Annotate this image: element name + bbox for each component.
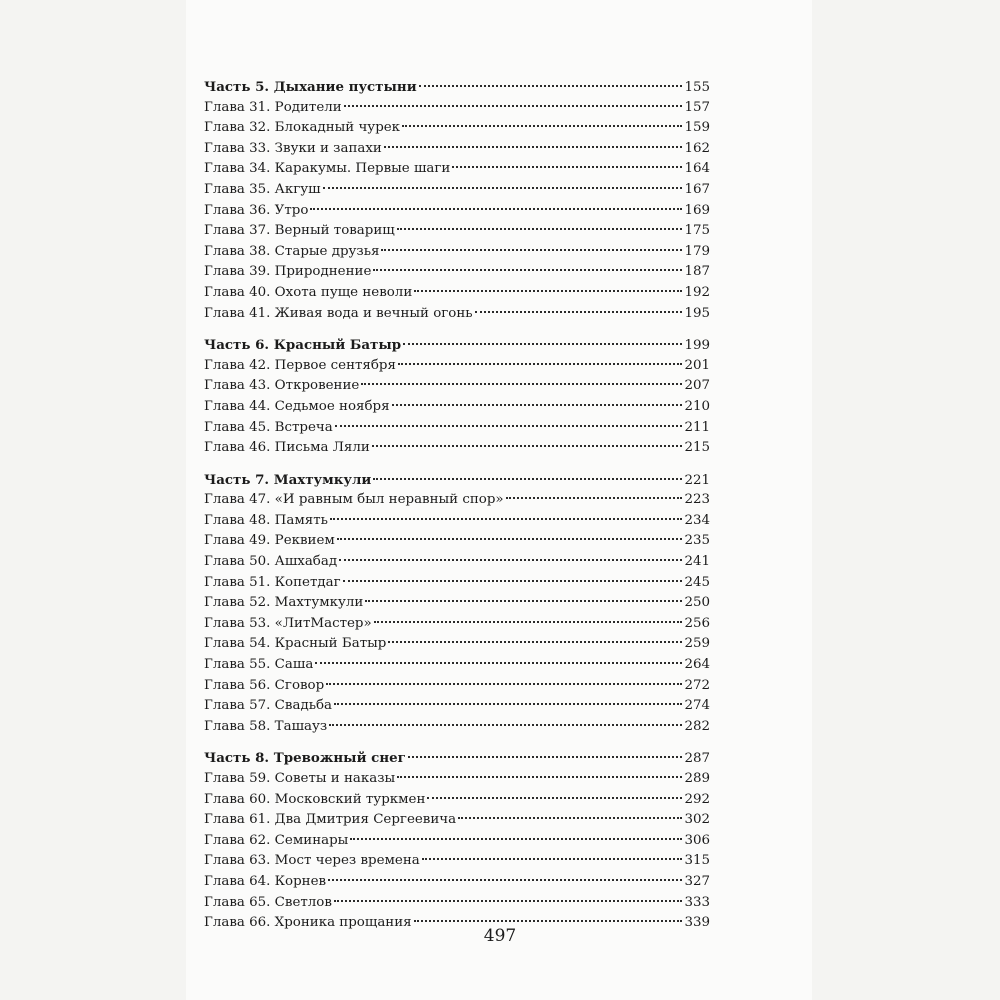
entry-page-number: 201	[684, 357, 710, 373]
dot-leader	[374, 621, 683, 623]
toc-chapter-entry	[204, 676, 710, 697]
dot-leader	[365, 600, 682, 602]
dot-leader	[398, 363, 683, 365]
chapter-title: Глава 43. Откровение	[204, 378, 360, 394]
dot-leader	[350, 838, 682, 840]
entry-page-number: 179	[684, 243, 710, 259]
toc-chapter-entry	[204, 655, 710, 676]
chapter-title: Глава 61. Два Дмитрия Сергеевича	[204, 812, 457, 828]
toc-chapter-entry	[204, 593, 710, 614]
table-of-contents	[204, 77, 710, 945]
toc-chapter-entry	[204, 98, 710, 119]
chapter-title: Глава 56. Сговор	[204, 677, 325, 693]
entry-page-number: 211	[684, 419, 710, 435]
entry-page-number: 315	[684, 853, 710, 869]
entry-page-number: 234	[684, 512, 710, 528]
toc-chapter-entry	[204, 614, 710, 635]
dot-leader	[372, 445, 683, 447]
chapter-title: Глава 48. Память	[204, 512, 328, 528]
entry-page-number: 199	[684, 338, 710, 354]
chapter-title: Глава 57. Свадьба	[204, 698, 333, 714]
dot-leader	[402, 125, 682, 127]
toc-chapter-entry	[204, 511, 710, 532]
entry-page-number: 287	[684, 751, 710, 767]
entry-page-number: 292	[684, 791, 710, 807]
chapter-title: Глава 35. Акгуш	[204, 181, 321, 197]
dot-leader	[373, 269, 682, 271]
chapter-title: Глава 52. Махтумкули	[204, 595, 364, 611]
toc-section	[204, 470, 710, 738]
dot-leader	[343, 580, 683, 582]
toc-part-entry	[204, 77, 710, 98]
entry-page-number: 333	[684, 894, 710, 910]
entry-page-number: 256	[684, 615, 710, 631]
toc-chapter-entry	[204, 262, 710, 283]
toc-chapter-entry	[204, 139, 710, 160]
toc-chapter-entry	[204, 397, 710, 418]
dot-leader	[397, 228, 683, 230]
dot-leader	[397, 776, 682, 778]
entry-page-number: 221	[684, 472, 710, 488]
entry-page-number: 289	[684, 771, 710, 786]
chapter-title: Глава 63. Мост через времена	[204, 853, 420, 869]
toc-chapter-entry	[204, 438, 710, 459]
toc-chapter-entry	[204, 159, 710, 180]
dot-leader	[392, 404, 683, 406]
entry-page-number: 207	[684, 378, 710, 394]
dot-leader	[506, 497, 683, 499]
dot-leader	[330, 518, 683, 520]
dot-leader	[329, 724, 682, 726]
toc-part-entry	[204, 335, 710, 356]
toc-part-entry	[204, 748, 710, 769]
part-title: Часть 5. Дыхание пустыни	[204, 79, 417, 95]
dot-leader	[334, 703, 682, 705]
chapter-title: Глава 32. Блокадный чурек	[204, 120, 401, 136]
entry-page-number: 167	[684, 181, 710, 197]
chapter-title: Глава 59. Советы и наказы	[204, 771, 396, 786]
chapter-title: Глава 45. Встреча	[204, 419, 333, 435]
toc-chapter-entry	[204, 180, 710, 201]
chapter-title: Глава 40. Охота пуще неволи	[204, 284, 413, 300]
dot-leader	[328, 879, 682, 881]
dot-leader	[403, 343, 682, 345]
part-title: Часть 8. Тревожный снег	[204, 750, 406, 767]
chapter-title: Глава 44. Седьмое ноября	[204, 398, 390, 414]
dot-leader	[384, 146, 683, 148]
dot-leader	[381, 249, 682, 251]
toc-chapter-entry	[204, 810, 710, 831]
entry-page-number: 327	[684, 873, 710, 889]
dot-leader	[334, 900, 683, 902]
chapter-title: Глава 33. Звуки и запахи	[204, 140, 382, 156]
toc-chapter-entry	[204, 634, 710, 655]
entry-page-number: 187	[684, 264, 710, 280]
chapter-title: Глава 50. Ашхабад	[204, 554, 338, 570]
toc-chapter-entry	[204, 790, 710, 811]
toc-chapter-entry	[204, 221, 710, 242]
dot-leader	[373, 478, 682, 480]
toc-section	[204, 335, 710, 459]
toc-chapter-entry	[204, 696, 710, 717]
entry-page-number: 272	[684, 677, 710, 693]
entry-page-number: 274	[684, 698, 710, 714]
chapter-title: Глава 54. Красный Батыр	[204, 636, 387, 652]
entry-page-number: 215	[684, 440, 710, 456]
toc-chapter-entry	[204, 242, 710, 263]
dot-leader	[458, 817, 682, 819]
entry-page-number: 241	[684, 554, 710, 570]
toc-chapter-entry	[204, 418, 710, 439]
entry-page-number: 259	[684, 636, 710, 652]
entry-page-number: 210	[684, 398, 710, 414]
chapter-title: Глава 31. Родители	[204, 99, 342, 115]
chapter-title: Глава 41. Живая вода и вечный огонь	[204, 305, 473, 321]
chapter-title: Глава 38. Старые друзья	[204, 243, 380, 259]
toc-chapter-entry	[204, 552, 710, 573]
page-number: 497	[483, 926, 517, 946]
chapter-title: Глава 55. Саша	[204, 657, 314, 673]
part-title: Часть 6. Красный Батыр	[204, 337, 402, 354]
entry-page-number: 302	[684, 812, 710, 828]
entry-page-number: 245	[684, 574, 710, 590]
chapter-title: Глава 36. Утро	[204, 202, 309, 218]
toc-chapter-entry	[204, 490, 710, 511]
toc-chapter-entry	[204, 573, 710, 594]
toc-chapter-entry	[204, 283, 710, 304]
toc-section	[204, 748, 710, 933]
entry-page-number: 223	[684, 492, 710, 508]
chapter-title: Глава 46. Письма Ляли	[204, 440, 370, 456]
dot-leader	[422, 858, 683, 860]
chapter-title: Глава 58. Ташауз	[204, 718, 328, 734]
dot-leader	[452, 166, 682, 168]
toc-chapter-entry	[204, 118, 710, 139]
entry-page-number: 282	[684, 718, 710, 734]
dot-leader	[414, 920, 683, 922]
dot-leader	[414, 290, 682, 292]
toc-part-entry	[204, 470, 710, 491]
entry-page-number: 339	[684, 915, 710, 931]
dot-leader	[408, 756, 683, 758]
toc-chapter-entry	[204, 356, 710, 377]
chapter-title: Глава 53. «ЛитМастер»	[204, 615, 372, 631]
dot-leader	[337, 538, 683, 540]
dot-leader	[475, 311, 683, 313]
entry-page-number: 159	[684, 120, 710, 136]
entry-page-number: 162	[684, 140, 710, 156]
chapter-title: Глава 65. Светлов	[204, 894, 332, 910]
chapter-title: Глава 42. Первое сентября	[204, 357, 396, 373]
entry-page-number: 175	[684, 223, 710, 239]
part-title: Часть 7. Махтумкули	[204, 471, 372, 488]
dot-leader	[323, 187, 683, 189]
dot-leader	[361, 383, 682, 385]
dot-leader	[427, 797, 682, 799]
toc-chapter-entry	[204, 201, 710, 222]
dot-leader	[310, 208, 682, 210]
dot-leader	[315, 662, 682, 664]
entry-page-number: 250	[684, 595, 710, 611]
chapter-title: Глава 51. Копетдаг	[204, 574, 341, 590]
chapter-title: Глава 47. «И равным был неравный спор»	[204, 492, 504, 508]
toc-chapter-entry	[204, 769, 710, 790]
toc-chapter-entry	[204, 531, 710, 552]
entry-page-number: 264	[684, 657, 710, 673]
entry-page-number: 192	[684, 284, 710, 300]
dot-leader	[419, 85, 683, 87]
toc-chapter-entry	[204, 893, 710, 914]
chapter-title: Глава 49. Реквием	[204, 533, 335, 549]
chapter-title: Глава 37. Верный товарищ	[204, 223, 395, 239]
dot-leader	[335, 425, 683, 427]
toc-chapter-entry	[204, 851, 710, 872]
dot-leader	[388, 641, 682, 643]
chapter-title: Глава 39. Природнение	[204, 264, 372, 280]
toc-chapter-entry	[204, 872, 710, 893]
toc-chapter-entry	[204, 304, 710, 325]
entry-page-number: 306	[684, 832, 710, 848]
toc-chapter-entry	[204, 717, 710, 738]
dot-leader	[344, 105, 683, 107]
chapter-title: Глава 62. Семинары	[204, 832, 349, 848]
page-background	[812, 0, 1000, 1000]
toc-section	[204, 77, 710, 324]
chapter-title: Глава 34. Каракумы. Первые шаги	[204, 161, 451, 177]
toc-chapter-entry	[204, 376, 710, 397]
chapter-title: Глава 60. Московский туркмен	[204, 791, 426, 807]
entry-page-number: 169	[684, 202, 710, 218]
entry-page-number: 235	[684, 533, 710, 549]
entry-page-number: 195	[684, 305, 710, 321]
entry-page-number: 164	[684, 161, 710, 177]
toc-chapter-entry	[204, 831, 710, 852]
dot-leader	[339, 559, 682, 561]
entry-page-number: 155	[684, 80, 710, 95]
chapter-title: Глава 66. Хроника прощания	[204, 915, 412, 931]
dot-leader	[326, 683, 682, 685]
entry-page-number: 157	[684, 99, 710, 115]
chapter-title: Глава 64. Корнев	[204, 873, 327, 889]
